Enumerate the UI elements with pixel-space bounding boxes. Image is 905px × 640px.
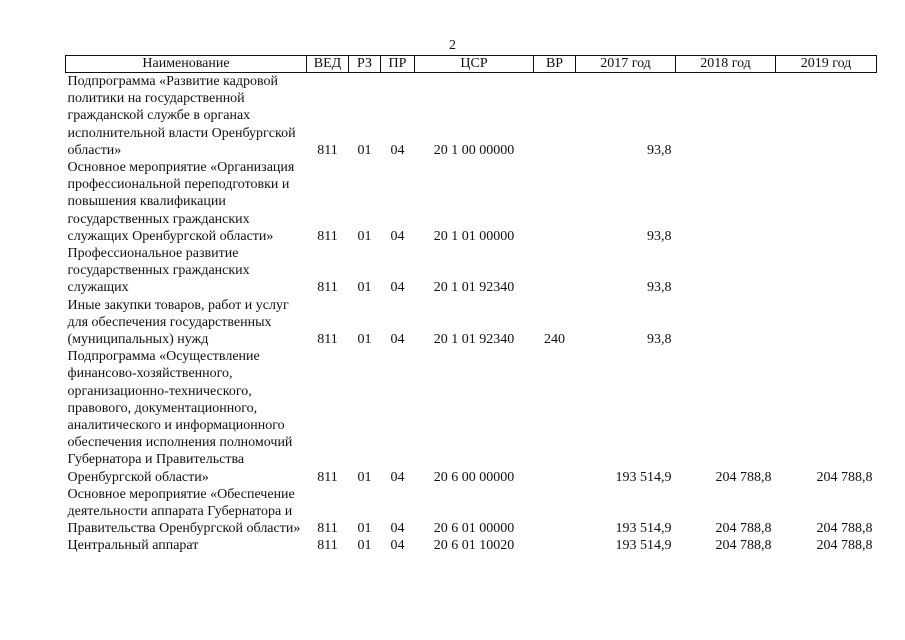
cell-rz: 01: [357, 142, 372, 158]
cell-csr: 20 1 01 00000: [433, 228, 515, 244]
cell-rz: 01: [357, 228, 372, 244]
table-header-row: [66, 56, 877, 73]
cell-2018: [676, 297, 776, 349]
cell-name: Подпрограмма «Развитие кадровой политики на государственной гражданской службе в органах исполнительной власти Оренбургской области»: [67, 74, 296, 158]
cell-rz: 01: [357, 521, 372, 537]
cell-pr: 04: [390, 538, 405, 554]
table-row: [66, 73, 877, 160]
cell-vr: [534, 159, 576, 245]
cell-rz: 01: [357, 332, 372, 348]
table-row: [66, 486, 877, 538]
col-header-vr: ВР: [534, 56, 576, 73]
cell-2018: [676, 73, 776, 160]
table-row: [66, 245, 877, 297]
cell-pr: 04: [390, 228, 405, 244]
cell-2017: 193 514,9: [615, 469, 672, 485]
cell-2019: [776, 159, 877, 245]
cell-name: Центральный аппарат: [67, 538, 199, 554]
cell-2018: 204 788,8: [715, 538, 772, 554]
col-header-2018: 2018 год: [676, 56, 776, 73]
table-row: [66, 297, 877, 349]
col-header-pr: ПР: [381, 56, 415, 73]
cell-csr: 20 6 00 00000: [433, 469, 515, 485]
cell-pr: 04: [390, 469, 405, 485]
col-header-ved: ВЕД: [307, 56, 349, 73]
cell-2019: 204 788,8: [816, 469, 873, 485]
cell-ved: 811: [317, 469, 338, 485]
cell-pr: 04: [390, 332, 405, 348]
cell-2018: 204 788,8: [715, 469, 772, 485]
cell-vr: [534, 486, 576, 538]
cell-2019: [776, 297, 877, 349]
cell-2018: [676, 159, 776, 245]
cell-ved: 811: [317, 142, 338, 158]
cell-2018: [676, 245, 776, 297]
cell-ved: 811: [317, 228, 338, 244]
budget-table: [65, 55, 877, 555]
table-body: [66, 73, 877, 555]
col-header-csr: ЦСР: [415, 56, 534, 73]
cell-pr: 04: [390, 142, 405, 158]
cell-2017: 93,8: [647, 280, 672, 296]
cell-vr: 240: [544, 332, 565, 348]
cell-vr: [534, 73, 576, 160]
cell-name: Подпрограмма «Осуществление финансово-хозяйственного, организационно-технического, правового, документационного, аналитического и информационного обеспечения исполнения полномочий Губернатора и Правительства Оренбургской области»: [67, 349, 293, 485]
cell-2017: 93,8: [647, 142, 672, 158]
cell-2018: 204 788,8: [715, 521, 772, 537]
cell-2017: 93,8: [647, 228, 672, 244]
col-header-name: Наименование: [66, 56, 307, 73]
cell-rz: 01: [357, 469, 372, 485]
cell-2017: 193 514,9: [615, 538, 672, 554]
cell-csr: 20 1 01 92340: [433, 280, 515, 296]
cell-2019: 204 788,8: [816, 521, 873, 537]
cell-rz: 01: [357, 280, 372, 296]
cell-ved: 811: [317, 280, 338, 296]
cell-name: Основное мероприятие «Организация профессиональной переподготовки и повышения квалификации государственных гражданских служащих Оренбургской области»: [67, 160, 295, 244]
cell-pr: 04: [390, 280, 405, 296]
cell-rz: 01: [357, 538, 372, 554]
cell-name: Иные закупки товаров, работ и услуг для обеспечения государственных (муниципальных) нужд: [67, 297, 289, 348]
col-header-2019: 2019 год: [776, 56, 877, 73]
cell-name: Профессиональное развитие государственных гражданских служащих: [67, 246, 250, 296]
table-row: [66, 348, 877, 486]
table-row: [66, 159, 877, 245]
cell-2019: [776, 245, 877, 297]
cell-ved: 811: [317, 538, 338, 554]
col-header-rz: РЗ: [349, 56, 381, 73]
cell-2019: [776, 73, 877, 160]
cell-2017: 193 514,9: [615, 521, 672, 537]
cell-csr: 20 6 01 10020: [433, 538, 515, 554]
cell-vr: [534, 245, 576, 297]
cell-csr: 20 1 00 00000: [433, 142, 515, 158]
cell-name: Основное мероприятие «Обеспечение деятельности аппарата Губернатора и Правительства Оренбургской области»: [67, 486, 301, 537]
table-row: [66, 537, 877, 554]
cell-vr: [534, 348, 576, 486]
cell-2017: 93,8: [647, 332, 672, 348]
cell-2019: 204 788,8: [816, 538, 873, 554]
cell-vr: [534, 537, 576, 554]
cell-csr: 20 6 01 00000: [433, 521, 515, 537]
cell-ved: 811: [317, 521, 338, 537]
cell-pr: 04: [390, 521, 405, 537]
page-number: 2: [449, 38, 456, 53]
col-header-2017: 2017 год: [576, 56, 676, 73]
cell-csr: 20 1 01 92340: [433, 332, 515, 348]
cell-ved: 811: [317, 332, 338, 348]
